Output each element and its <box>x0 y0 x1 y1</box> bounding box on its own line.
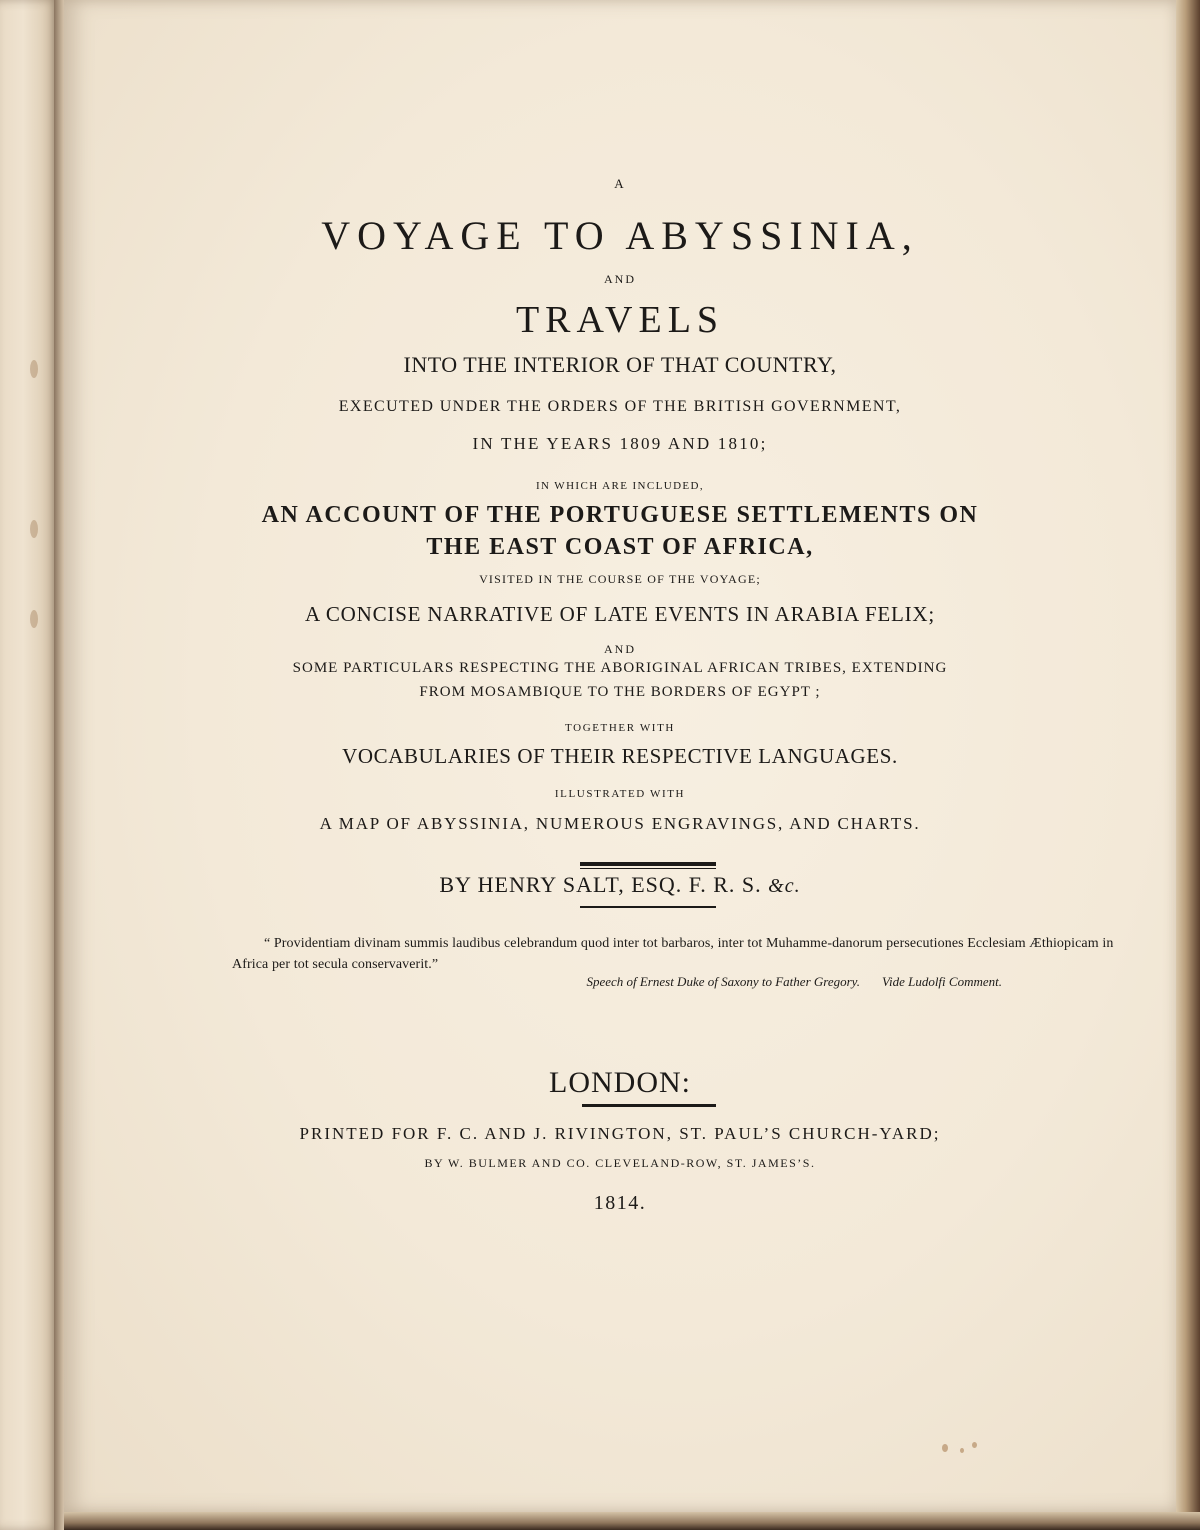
together-with-line: TOGETHER WITH <box>565 722 675 734</box>
page-edge-right <box>1176 0 1200 1530</box>
author-line <box>64 872 1176 898</box>
page-edge-bottom <box>64 1512 1200 1530</box>
imprint-printer: BY W. BULMER AND CO. CLEVELAND-ROW, ST. JAMES’S. <box>424 1156 816 1170</box>
subtitle-travels: TRAVELS <box>515 299 725 341</box>
epigraph-source: Speech of Ernest Duke of Saxony to Father Gregory. <box>586 974 860 989</box>
author-name: BY HENRY SALT, ESQ. F. R. S. <box>439 872 762 897</box>
left-page-edge <box>0 0 58 1530</box>
foxing-stain <box>972 1442 977 1448</box>
subtitle-interior: INTO THE INTERIOR OF THAT COUNTRY, <box>403 352 837 377</box>
included-heading: IN WHICH ARE INCLUDED, <box>535 480 705 492</box>
epigraph-reference: Vide Ludolfi Comment. <box>881 974 1002 989</box>
imprint-publisher: PRINTED FOR F. C. AND J. RIVINGTON, ST. PAUL’S CHURCH-YARD; <box>299 1124 941 1143</box>
vocabularies-line: VOCABULARIES OF THEIR RESPECTIVE LANGUAGES. <box>342 744 898 768</box>
foxing-stain <box>30 610 38 628</box>
visited-line: VISITED IN THE COURSE OF THE VOYAGE; <box>479 572 761 586</box>
author-etc: &c. <box>768 875 801 897</box>
foxing-stain <box>960 1448 964 1453</box>
main-title: VOYAGE TO ABYSSINIA, <box>321 213 919 258</box>
author-rule <box>580 906 716 908</box>
foxing-stain <box>30 360 38 378</box>
title-article: A <box>614 176 626 191</box>
conjunction-and-2: AND <box>604 642 636 656</box>
map-line: A MAP OF ABYSSINIA, NUMEROUS ENGRAVINGS, AND CHARTS. <box>319 814 921 833</box>
imprint-city: LONDON: <box>549 1066 691 1099</box>
account-line-1: AN ACCOUNT OF THE PORTUGUESE SETTLEMENTS ON <box>261 502 979 528</box>
subtitle-executed: EXECUTED UNDER THE ORDERS OF THE BRITISH GOVERNMENT, <box>338 398 902 415</box>
subtitle-years: IN THE YEARS 1809 AND 1810; <box>472 434 768 453</box>
foxing-stain <box>942 1444 948 1452</box>
imprint-year: 1814. <box>593 1192 647 1214</box>
thick-rule <box>580 862 716 866</box>
thin-rule <box>580 868 716 869</box>
city-underline <box>582 1104 716 1107</box>
illustrated-with-line: ILLUSTRATED WITH <box>554 788 686 800</box>
particulars-line-1: SOME PARTICULARS RESPECTING THE ABORIGINAL AFRICAN TRIBES, EXTENDING <box>292 660 948 676</box>
conjunction-and: AND <box>604 272 636 286</box>
account-line-2: THE EAST COAST OF AFRICA, <box>426 534 814 560</box>
epigraph-quote: “ Providentiam divinam summis laudibus celebrandum quod inter tot barbaros, inter tot Muhamme-danorum persecutiones Ecclesiam Æthiopicam in Africa per tot secula conservaverit.” <box>232 936 1114 972</box>
foxing-stain <box>30 520 38 538</box>
epigraph-attribution <box>232 974 1002 990</box>
particulars-line-2: FROM MOSAMBIQUE TO THE BORDERS OF EGYPT ; <box>419 684 821 700</box>
concise-narrative-line: A CONCISE NARRATIVE OF LATE EVENTS IN ARABIA FELIX; <box>305 602 935 626</box>
